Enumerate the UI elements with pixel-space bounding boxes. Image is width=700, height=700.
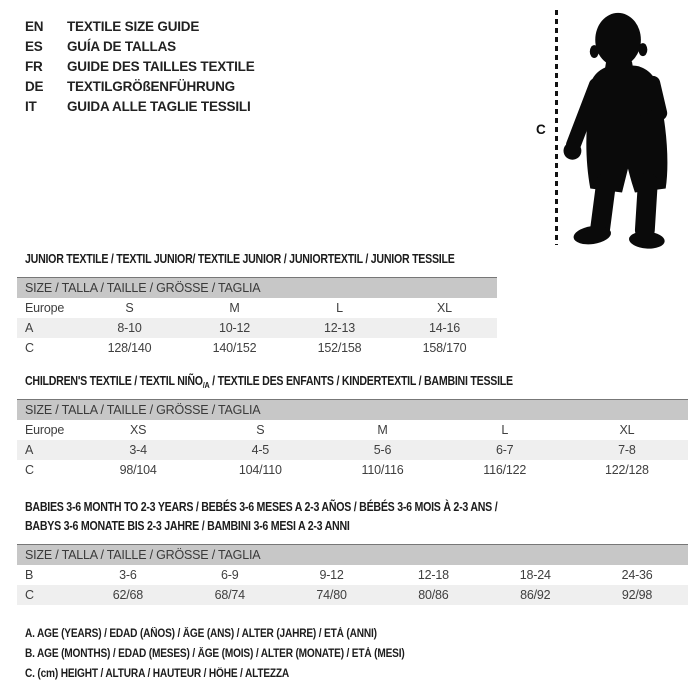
size-value-cell: 152/158 <box>317 341 362 355</box>
size-value-cell: 4-5 <box>251 443 270 457</box>
language-code: DE <box>25 78 44 94</box>
size-value-cell: 9-12 <box>319 568 344 582</box>
measure-label-c: C <box>536 122 546 137</box>
row-label: C <box>25 588 34 602</box>
size-value-cell: 140/152 <box>212 341 257 355</box>
size-value-cell: XL <box>437 301 452 315</box>
size-value-cell: 116/122 <box>483 463 527 477</box>
baby-silhouette-icon <box>556 4 698 250</box>
size-value-cell: 3-6 <box>119 568 137 582</box>
row-label: B <box>25 568 34 582</box>
row-label: Europe <box>25 301 65 315</box>
language-title: GUIDE DES TAILLES TEXTILE <box>67 58 255 74</box>
size-value-cell: 3-4 <box>129 443 147 457</box>
size-value-cell: 80/86 <box>418 588 449 602</box>
size-value-cell: 18-24 <box>519 568 551 582</box>
size-value-cell: 8-10 <box>117 321 142 335</box>
size-value-cell: XS <box>129 423 147 437</box>
section-heading-babies <box>25 498 497 536</box>
size-value-cell: S <box>256 423 265 437</box>
language-code: FR <box>25 58 43 74</box>
size-table-row <box>17 585 688 605</box>
size-value-cell: 92/98 <box>621 588 653 602</box>
language-title: TEXTILGRÖßENFÜHRUNG <box>67 78 235 94</box>
size-value-cell: 7-8 <box>618 443 636 457</box>
row-label: A <box>25 443 34 457</box>
size-value-cell: 24-36 <box>621 568 653 582</box>
size-value-cell: 12-18 <box>417 568 449 582</box>
size-table-row <box>17 420 688 440</box>
size-table-header: SIZE / TALLA / TAILLE / GRÖSSE / TAGLIA <box>17 277 497 298</box>
size-value-cell: 86/92 <box>520 588 551 602</box>
size-table-row <box>17 318 497 338</box>
size-value-cell: 6-9 <box>221 568 239 582</box>
size-value-cell: 5-6 <box>373 443 392 457</box>
size-table-row <box>17 298 497 318</box>
size-table-row <box>17 460 688 480</box>
babies-size-table <box>17 544 688 605</box>
size-value-cell: M <box>229 301 240 315</box>
size-table-row <box>17 565 688 585</box>
size-value-cell: L <box>336 301 343 315</box>
section-heading-children <box>25 372 513 395</box>
language-title: GUÍA DE TALLAS <box>67 39 176 55</box>
size-value-cell: 104/110 <box>238 463 282 477</box>
size-value-cell: 110/116 <box>361 463 404 477</box>
language-code: IT <box>25 98 37 114</box>
language-row <box>25 57 255 77</box>
size-value-cell: XL <box>619 423 635 437</box>
size-value-cell: 12-13 <box>324 321 355 335</box>
footnote-a: A. AGE (YEARS) / EDAD (AÑOS) / ÂGE (ANS) / ALTER (JAHRE) / ETÀ (ANNI) <box>25 628 377 640</box>
language-row <box>25 17 255 37</box>
size-value-cell: 128/140 <box>107 341 152 355</box>
size-value-cell: 68/74 <box>214 588 245 602</box>
row-label: A <box>25 321 34 335</box>
language-code: EN <box>25 19 44 35</box>
size-value-cell: S <box>125 301 134 315</box>
size-table-header: SIZE / TALLA / TAILLE / GRÖSSE / TAGLIA <box>17 544 688 565</box>
size-value-cell: 62/68 <box>112 588 144 602</box>
heading-text-line2: BABYS 3-6 MONATE BIS 2-3 JAHRE / BAMBINI 3-6 MESI A 2-3 ANNI <box>25 519 350 533</box>
row-label: C <box>25 463 34 477</box>
size-value-cell: 158/170 <box>422 341 467 355</box>
language-code: ES <box>25 39 43 55</box>
language-title: TEXTILE SIZE GUIDE <box>67 19 200 35</box>
size-value-cell: 6-7 <box>495 443 514 457</box>
row-label: C <box>25 341 34 355</box>
footnotes <box>25 628 456 688</box>
heading-text-line1: BABIES 3-6 MONTH TO 2-3 YEARS / BEBÉS 3-6 MESES A 2-3 AÑOS / BÉBÉS 3-6 MOIS À 2-3 ANS / <box>25 500 498 514</box>
row-label: Europe <box>25 423 65 437</box>
language-row <box>25 37 255 57</box>
children-size-table <box>17 399 688 480</box>
footnote-b: B. AGE (MONTHS) / EDAD (MESES) / ÂGE (MOIS) / ALTER (MONATE) / ETÀ (MESI) <box>25 648 405 660</box>
size-value-cell: 74/80 <box>316 588 347 602</box>
footnote-c: C. (cm) HEIGHT / ALTURA / HAUTEUR / HÖHE / ALTEZZA <box>25 668 290 680</box>
language-row <box>25 96 255 116</box>
size-value-cell: 98/104 <box>119 463 157 477</box>
language-list <box>25 17 255 116</box>
size-table-row <box>17 440 688 460</box>
heading-text: CHILDREN'S TEXTILE / TEXTIL NIÑO <box>25 374 203 388</box>
junior-size-table <box>17 277 497 358</box>
heading-subscript: /A <box>202 380 210 390</box>
language-title: GUIDA ALLE TAGLIE TESSILI <box>67 98 251 114</box>
section-heading-junior <box>25 250 455 269</box>
language-row <box>25 76 255 96</box>
size-value-cell: 10-12 <box>219 321 250 335</box>
size-table-row <box>17 338 497 358</box>
size-value-cell: 14-16 <box>429 321 460 335</box>
size-table-header: SIZE / TALLA / TAILLE / GRÖSSE / TAGLIA <box>17 399 688 420</box>
heading-text: / TEXTILE DES ENFANTS / KINDERTEXTIL / BAMBINI TESSILE <box>209 374 513 388</box>
heading-text: JUNIOR TEXTILE / TEXTIL JUNIOR/ TEXTILE JUNIOR / JUNIORTEXTIL / JUNIOR TESSILE <box>25 252 455 266</box>
size-value-cell: 122/128 <box>605 463 649 477</box>
size-value-cell: M <box>377 423 388 437</box>
size-value-cell: L <box>501 423 509 437</box>
